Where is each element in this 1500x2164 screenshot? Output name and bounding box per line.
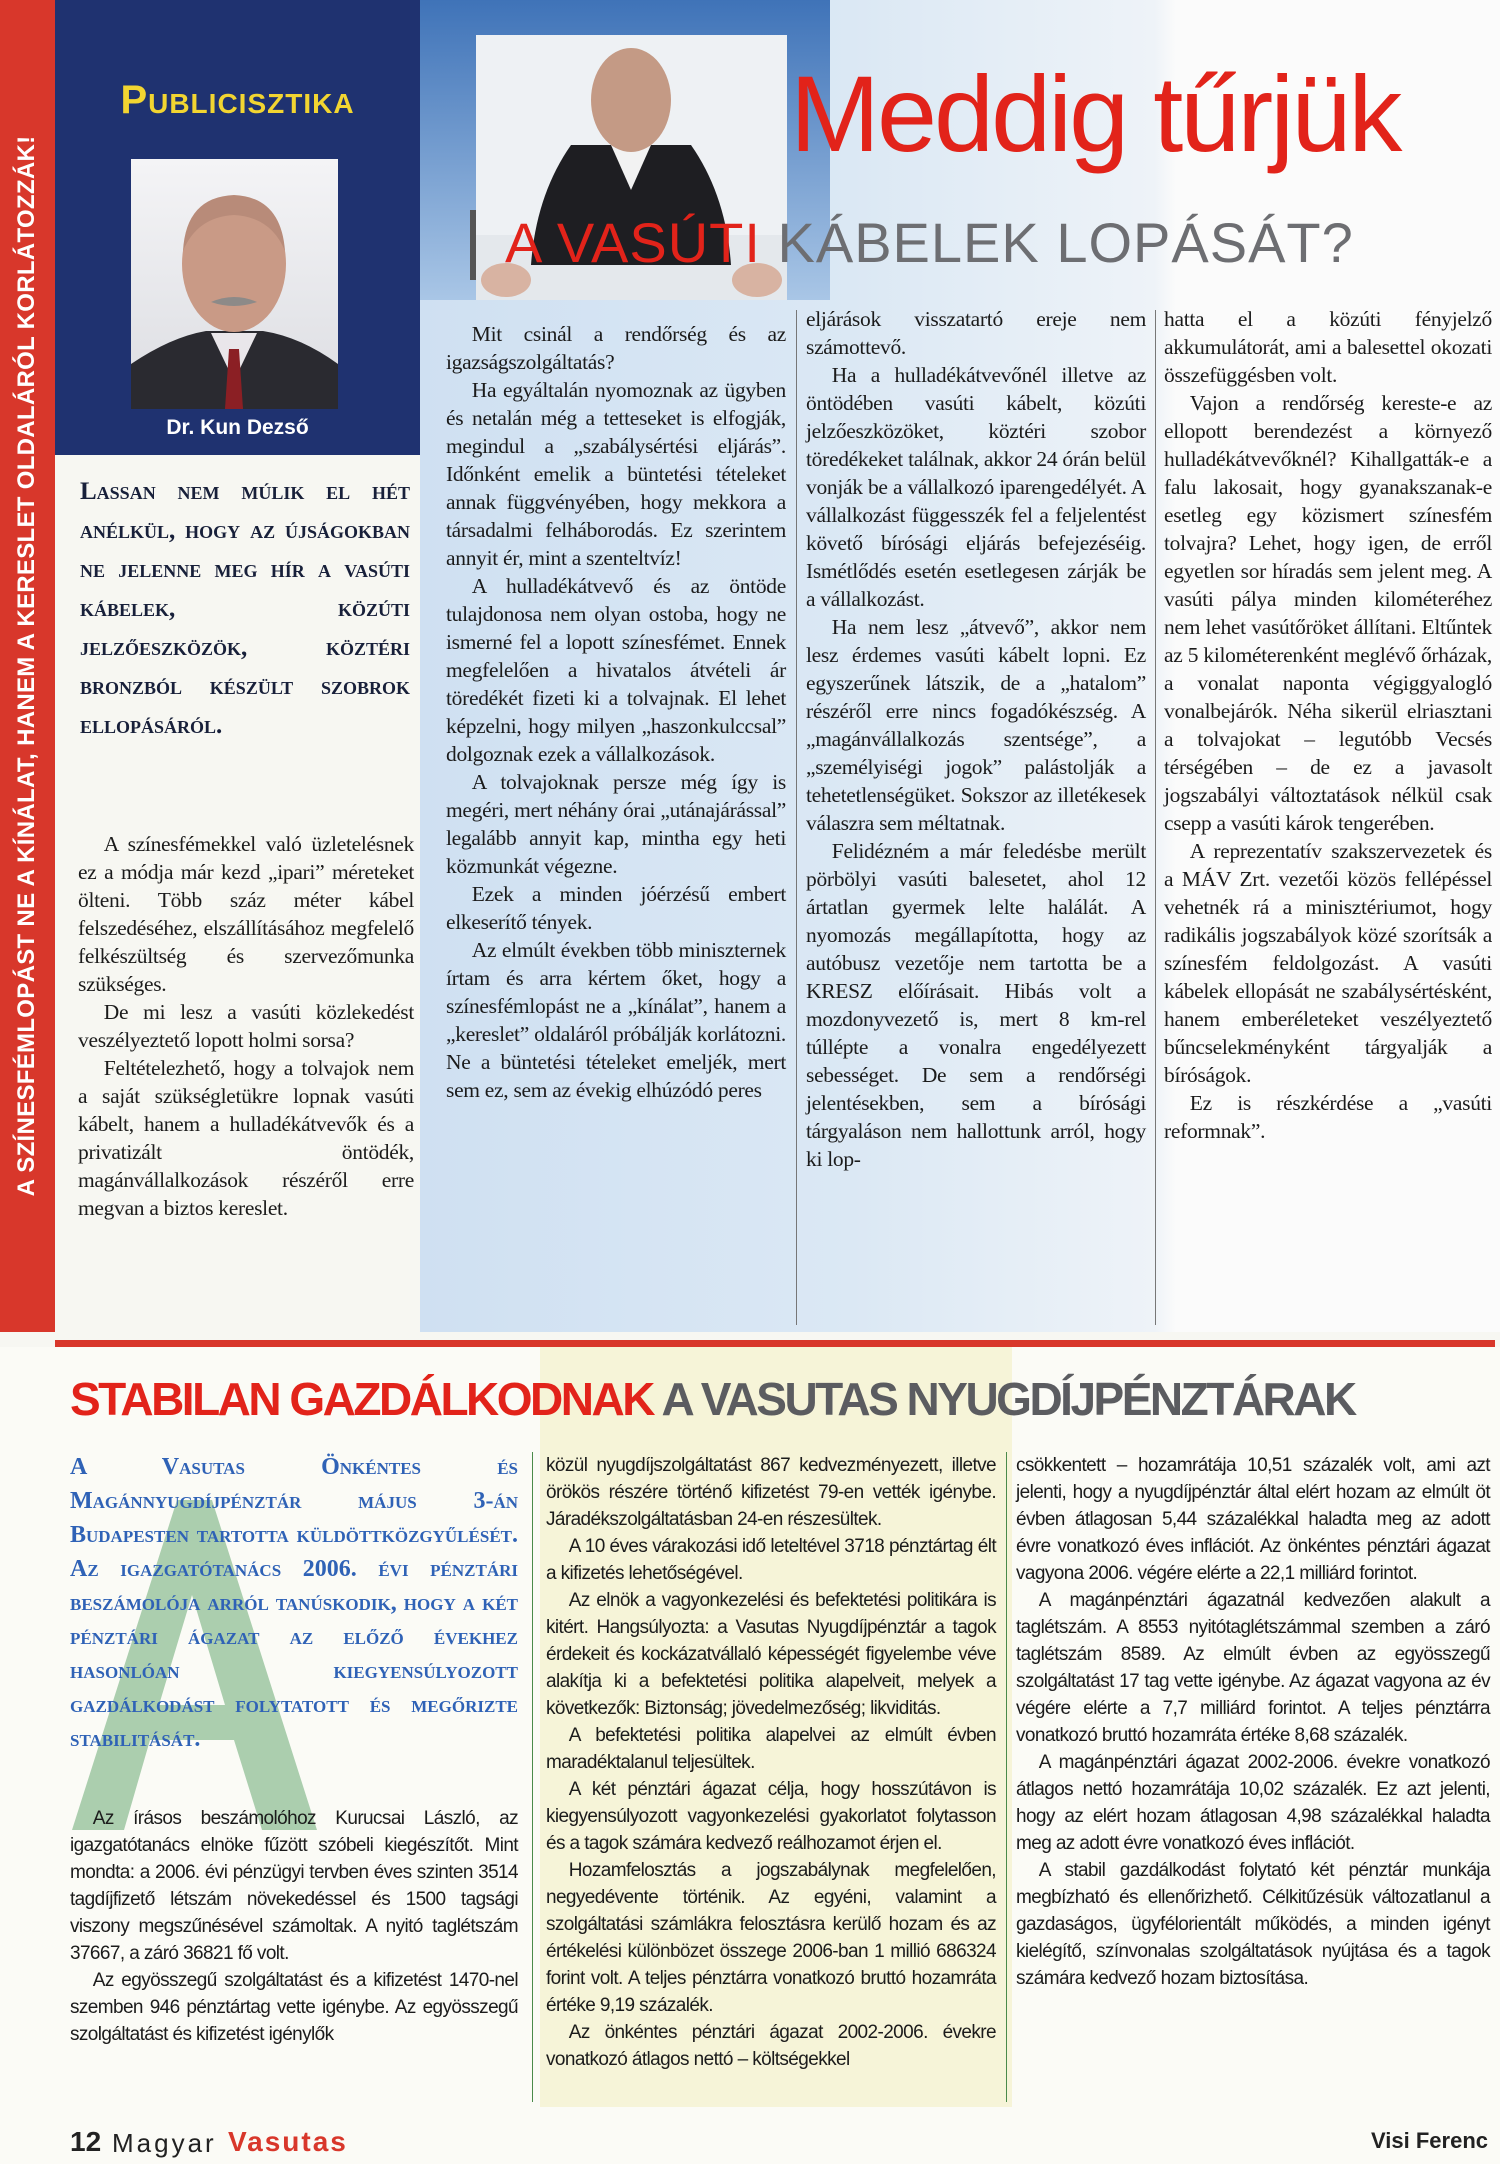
article2-author: Visi Ferenc	[1371, 2128, 1488, 2153]
paragraph: Feltételezhető, hogy a tolvajok nem a saját szükségletükre lopnak vasúti kábelt, hanem a hulladékátvevők és a privatizált öntödék, magánvállalkozások részéről erre megvan a biztos kereslet.	[78, 1056, 414, 1220]
paragraph: A két pénztári ágazat célja, hogy hosszútávon is kiegyensúlyozott vagyonkezelési gyakorlatot folytasson és a tagok számára kedvező reálhozamot érjen el.	[546, 1779, 996, 1854]
title-gray: A VASUTAS NYUGDÍJPÉNZTÁRAK	[661, 1373, 1355, 1425]
magazine-name-accent: Vasutas	[228, 2126, 348, 2157]
article2-column	[1016, 1452, 1490, 1992]
author-photo	[131, 159, 338, 409]
column-divider	[532, 1452, 533, 2102]
subtitle-gray: KÁBELEK LOPÁSÁT?	[777, 211, 1354, 274]
paragraph: Ha egyáltalán nyomoznak az ügyben és netalán még a tetteseket is elfogják, megindul a „szabálysértési eljárás”. Időnként emelik a büntetési tételeket annak függvényében, hogy mekkora a társadalmi felháborodás. Ez szerintem annyit ér, mint a szenteltvíz!	[446, 378, 786, 570]
article2-column	[70, 1805, 518, 2048]
paragraph: A hulladékátvevő és az öntöde tulajdonosa nem olyan ostoba, hogy ne ismerné fel a lopott színesfémet. Ennek megfelelően a hivatalos átvételi ár töredékét fizeti ki a tolvajnak. El lehet képzelni, hogy milyen „haszonkulccsal” dolgoznak ezek a vállalkozások.	[446, 574, 786, 766]
author-photo-caption: Dr. Kun Dezső	[166, 416, 309, 439]
paragraph: hatta el a közúti fényjelző akkumulátorát, ami a balesettel okozati összefüggésben volt.	[1164, 307, 1492, 387]
paragraph: Az önkéntes pénztári ágazat 2002-2006. évekre vonatkozó átlagos nettó – költségekkel	[546, 2022, 996, 2070]
article2-lead: A Vasutas Önkéntes és Magánnyugdíjpénztár május 3-án Budapesten tartotta küldöttközgyűlését. Az igazgatótanács 2006. évi pénztári beszámolója arról tanúskodik, hogy a két pénztári ágazat az előző évekhez hasonlóan kiegyensúlyozott gazdálkodást folytatott és megőrizte stabilitását.	[70, 1454, 518, 1752]
paragraph: A 10 éves várakozási idő leteltével 3718 pénztártag élt a kifizetés lehetőségével.	[546, 1536, 996, 1584]
rubric-label: Publicisztika	[120, 78, 355, 122]
paragraph: Hozamfelosztás a jogszabálynak megfelelően, negyedévente történik. Az egyéni, valamint a szolgáltatási számlákra felosztásra kerülő hozam és az értékelési különbözet összege 2006-ban 1 millió 686324 forint volt. A teljes pénztárra vonatkozó bruttó hozamráta értéke 9,19 százalék.	[546, 1860, 996, 2016]
paragraph: közül nyugdíjszolgáltatást 867 kedvezményezett, illetve örökös részére történő kifizetést 79-en vették igénybe. Járadékszolgáltatásban 24-en részesültek.	[546, 1455, 996, 1530]
paragraph: Az elnök a vagyonkezelési és befektetési politikára is kitért. Hangsúlyozta: a Vasutas Nyugdíjpénztár a tagok érdekeit és kockázatvállaló képességét figyelembe véve alakítja ki a befektetési politika alapelveit, melyek a következők: Biztonság; jövedelmezőség; likviditás.	[546, 1590, 996, 1719]
paragraph: Vajon a rendőrség kereste-e az ellopott berendezést a környező hulladékátvevőknél? Kihallgatták-e a falu lakosait, hogy gyanakszanak-e esetleg egy közismert színesfém tolvajra? Lehet, hogy igen, de erről egyetlen sor híradás sem jelent meg. A vasúti pálya minden kilométeréhez nem lehet vasútőröket állítani. Eltűntek az 5 kilométerenként meglévő őrházak, a vonalat naponta végiggyalogló vonalbejárók. Néha sikerül elriasztani a tolvajokat – legutóbb Vecsés térségében – de ez a javasolt jogszabályi változtatások nélkül csak csepp a vasúti károk tengerében.	[1164, 391, 1492, 835]
paragraph: Ezek a minden jóérzésű embert elkeserítő tények.	[446, 882, 786, 934]
paragraph: A stabil gazdálkodást folytató két pénztár munkája megbízható és ellenőrizhető. Célkitűzésük változatlanul a gazdaságos, ügyfélorientált működés, a minden igényt kielégítő, színvonalas szolgáltatások nyújtása és a tagok számára kedvező hozam biztosítása.	[1016, 1860, 1490, 1989]
paragraph: A magánpénztári ágazatnál kedvezően alakult a taglétszám. A 8553 nyitótaglétszámmal szemben a záró taglétszám 8589. Az elmúlt évben az egyösszegű szolgáltatást 17 tag vette igénybe. Az ágazat vagyona az év végére elérte a 7,7 milliárd forintot. A teljes pénztárra vonatkozó bruttó hozamráta értéke 8,68 százalék.	[1016, 1590, 1490, 1746]
article-title: Meddig tűrjük	[790, 53, 1400, 174]
paragraph: De mi lesz a vasúti közlekedést veszélyeztető lopott holmi sorsa?	[78, 1000, 414, 1052]
paragraph: A befektetési politika alapelvei az elmúlt évben maradéktalanul teljesültek.	[546, 1725, 996, 1773]
section-divider	[55, 1340, 1495, 1347]
paragraph: Ha nem lesz „átvevő”, akkor nem lesz érdemes vasúti kábelt lopni. Ez egyszerűnek látszik, de a „hatalom” részéről erre nincs fogadókészség. A „magánvállalkozás szentsége”, a „személyiségi jogok” palástolják a tehetetlenségüket. Sokszor az illetékesek válaszra sem méltatnak.	[806, 615, 1146, 835]
paragraph: csökkentett – hozamrátája 10,51 százalék volt, ami azt jelenti, hogy a nyugdíjpénztár által elért hozam az elmúlt öt évben átlagosan 5,44 százalékkal haladta meg az adott évre vonatkozó éves inflációt. Az önkéntes pénztári ágazat vagyona 2006. végére elérte a 22,1 milliárd forintot.	[1016, 1455, 1490, 1584]
author-portrait-icon	[131, 159, 338, 409]
paragraph: Az elmúlt években több miniszternek írtam és arra kértem őket, hogy a színesfémlopást ne a „kínálat”, hanem a „kereslet” oldaláról próbálják korlátozni. Ne a büntetési tételeket emeljék, mert sem ez, sem az évekig elhúzódó peres	[446, 938, 786, 1102]
paragraph: Ez is részkérdése a „vasúti reformnak”.	[1164, 1091, 1492, 1143]
subtitle-red: A VASÚTI	[505, 211, 761, 274]
paragraph: A tolvajoknak persze még így is megéri, mert néhány órai „utánajárással” legalább annyit kap, mintha egy heti közmunkát végezne.	[446, 770, 786, 878]
article-lead: Lassan nem múlik el hét anélkül, hogy az újságokban ne jelenne meg hír a vasúti kábelek, közúti jelzőeszközök, köztéri bronzból készült szobrok ellopásáról.	[80, 478, 410, 739]
paragraph: A reprezentatív szakszervezetek és a MÁV Zrt. vezetői közös fellépéssel vehetnék rá a minisztériumot, hogy radikális jogszabályok közé szorítsák a színesfém feldolgozást. A vasúti kábelek ellopását ne szabálysértésként, hanem emberéleteket veszélyeztető bűncselekményként tárgyalják a bíróságok.	[1164, 839, 1492, 1087]
article-column	[446, 320, 786, 1104]
paragraph: A magánpénztári ágazat 2002-2006. évekre vonatkozó átlagos nettó hozamrátája 10,02 százalék. Ez azt jelenti, hogy az elért hozam átlagosan 4,98 százalékkal haladta meg az adott évre vonatkozó éves inflációt.	[1016, 1752, 1490, 1854]
paragraph: Mit csinál a rendőrség és az igazságszolgáltatás?	[446, 322, 786, 374]
paragraph: A színesfémekkel való üzletelésnek ez a módja már kezd „ipari” méreteket ölteni. Több száz méter kábel felszedéséhez, elszállításához megfelelő felkészültség és szervezőmunka szükséges.	[78, 832, 414, 996]
column-divider	[796, 310, 797, 1325]
title-bar	[470, 210, 476, 280]
magazine-name: Magyar	[112, 2128, 217, 2158]
article-subtitle	[505, 211, 1354, 274]
article2-title	[70, 1374, 1355, 1425]
article-column	[1164, 305, 1492, 1145]
paragraph: Ha a hulladékátvevőnél illetve az öntödében vasúti kábelt, közúti jelzőeszközöket, köztéri szobor töredékeket találnak, akkor 24 órán belül vonják be a vállalkozó iparengedélyét. A vállalkozást függesszék fel a feljelentést követő bírósági eljárás befejezéséig. Ismétlődés esetén esetlegesen zárják be a vállalkozást.	[806, 363, 1146, 611]
paragraph: Az egyösszegű szolgáltatást és a kifizetést 1470-nel szemben 946 pénztártag vette igénybe. Az egyösszegű szolgáltatást és kifizetést igénylők	[70, 1970, 518, 2045]
side-banner	[0, 0, 55, 1332]
page-number: 12	[70, 2126, 102, 2157]
column-divider	[1006, 1452, 1007, 2102]
article2-column	[546, 1452, 996, 2073]
paragraph: eljárások visszatartó ereje nem számottevő.	[806, 307, 1146, 359]
column-divider	[1155, 310, 1156, 1325]
title-red: STABILAN GAZDÁLKODNAK	[70, 1373, 653, 1425]
paragraph: Az írásos beszámolóhoz Kurucsai László, az igazgatótanács elnöke fűzött szóbeli kiegészítőt. Mint mondta: a 2006. évi pénzügyi tervben éves szinten 3514 tagdíjfizető létszám növekedéssel és 1500 tagsági viszony megszűnésével számoltak. A nyitó taglétszám 37667, a záró 36821 fő volt.	[70, 1808, 518, 1964]
article-column	[806, 305, 1146, 1173]
paragraph: Felidézném a már feledésbe merült pörbölyi vasúti balesetet, ahol 12 ártatlan gyermek lelte halálát. A nyomozás megállapította, hogy az autóbusz vezetője nem tartotta be a KRESZ előírásait. Hibás volt a mozdonyvezető is, mert 8 km-rel túllépte a vonalra engedélyezett sebességet. De sem a rendőrségi jelentésekben, sem a bírósági tárgyaláson nem hallottunk arról, hogy ki lop-	[806, 839, 1146, 1171]
side-banner-text: A SZÍNESFÉMLOPÁST NE A KÍNÁLAT, HANEM A KERESLET OLDALÁRÓL KORLÁTOZZÁK!	[13, 135, 40, 1197]
article-column	[78, 830, 414, 1222]
